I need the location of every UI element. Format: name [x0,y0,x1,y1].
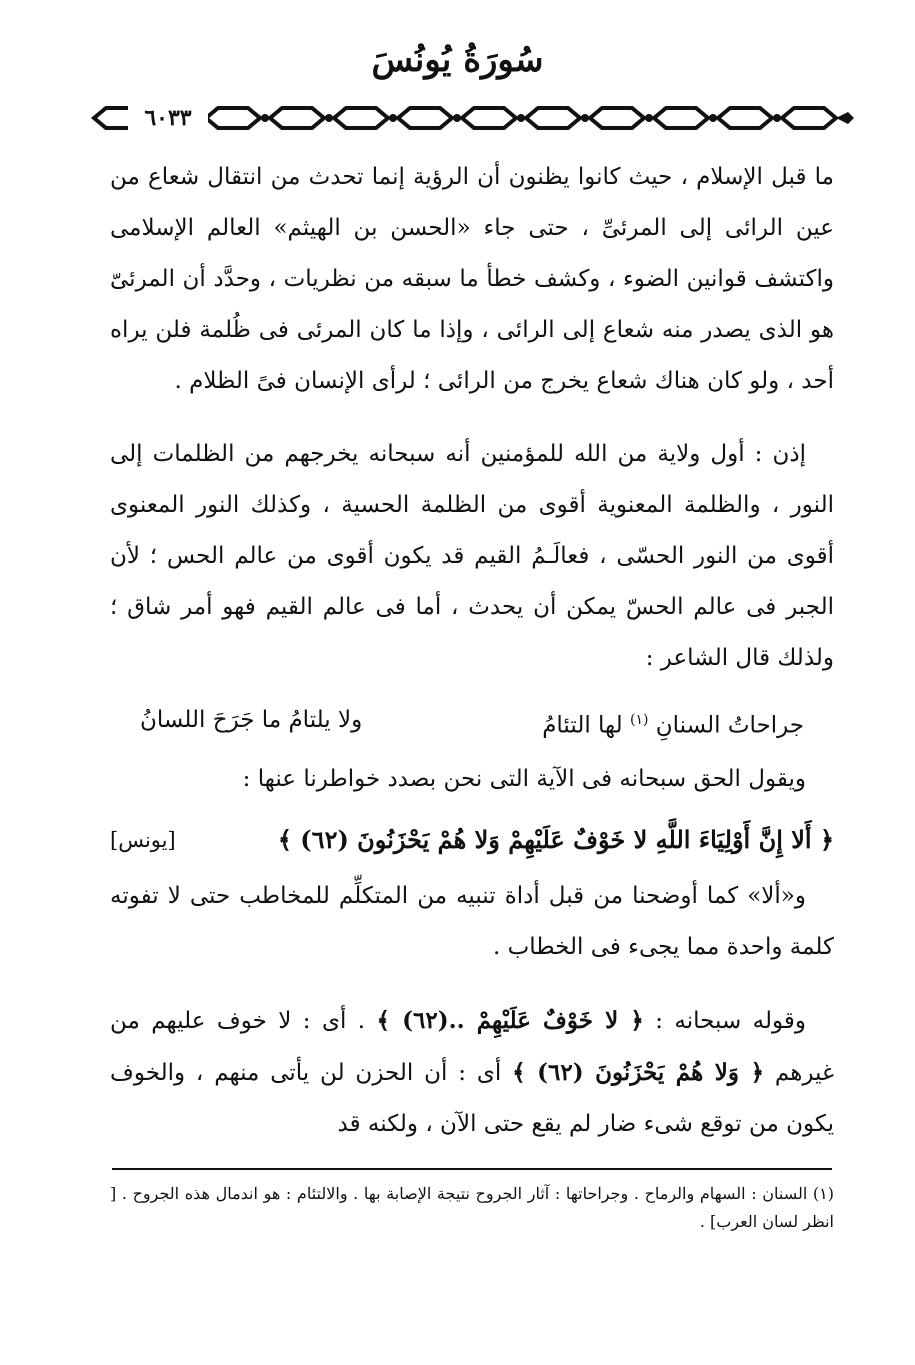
p5-text-c: أى : أن الحزن لن يأتى منهم ، والخوف يكون من توقع شىء ضار لم يقع حتى الآن ، ولكنه قد [110,1059,834,1137]
p5-quote-1: ﴿ لا خَوْفٌ عَلَيْهِمْ ..(٦٢) ﴾ [376,1006,644,1034]
page-number: ٦٠٣٣ [128,100,208,136]
verse-text-b: لها التئامُ [542,712,623,739]
verse-first-hemistich [542,692,804,754]
poetry-verse [110,692,834,754]
paragraph-3: ويقول الحق سبحانه فى الآية التى نحن بصدد خواطرنا عنها : [242,765,806,792]
paragraph-5 [110,995,834,1150]
verse-second-hemistich: ولا يلتامُ ما جَرَحَ اللسانُ [140,707,363,733]
quran-verse [110,809,834,871]
ayah-reference: [يونس] [110,827,176,852]
p5-text-b: . أى : لا خوف عليهم من غيرهم [110,1007,834,1086]
surah-title: سُورَةُ يُونُسَ [371,40,544,80]
footnote-marker: (١) [629,712,649,728]
footnote: (١) السنان : السهام والرماح . وجراحاتها : آثار الجروح نتيجة الإصابة بها . والالتئام : هو اندمال هذه الجروح . [ انظر لسان العرب] . [110,1184,835,1231]
paragraph-1: ما قبل الإسلام ، حيث كانوا يظنون أن الرؤية إنما تحدث من انتقال شعاع من عين الرائى إلى المرئىِّ ، حتى جاء «الحسن بن الهيثم» العالم الإسلامى واكتشف قوانين الضوء ، وكشف خطأ ما سبقه من نظريات ، وحدَّد أن المرئىّ هو الذى يصدر منه شعاع إلى الرائى ، وإذا ما كان المرئى فى ظُلمة فلن يراه أحد ، ولو كان هناك شعاع يخرج من الرائى ؛ لرأى الإنسان فىً الظلام . [110,164,834,394]
footnote-divider [112,1168,832,1170]
ayah-text: ﴿ أَلا إِنَّ أَوْلِيَاءَ اللَّهِ لا خَوْفٌ عَلَيْهِمْ وَلا هُمْ يَحْزَنُونَ (٦٢) ﴾ [277,824,834,854]
p5-quote-2: ﴿ وَلا هُمْ يَحْزَنُونَ (٦٢) ﴾ [512,1058,765,1086]
paragraph-2: إذن : أول ولاية من الله للمؤمنين أنه سبحانه يخرجهم من الظلمات إلى النور ، والظلمة المعنوية أقوى من الظلمة الحسية ، وكذلك النور المعنوى أقوى من النور الحسّى ، فعالَـمُ القيم قد يكون أقوى من عالم الحس ؛ لأن الجبر فى عالم الحسّ يمكن أن يحدث ، أما فى عالم القيم فهو أمر شاق ؛ ولذلك قال الشاعر : [110,441,834,671]
body-text [110,152,834,1150]
paragraph-4: و«ألا» كما أوضحنا من قبل أداة تنبيه من المتكلِّم للمخاطب حتى لا تفوته كلمة واحدة مما يجىء فى الخطاب . [110,882,834,960]
verse-text-a: جراحاتُ السنانِ [655,712,804,739]
p5-text-a: وقوله سبحانه : [643,1007,806,1034]
